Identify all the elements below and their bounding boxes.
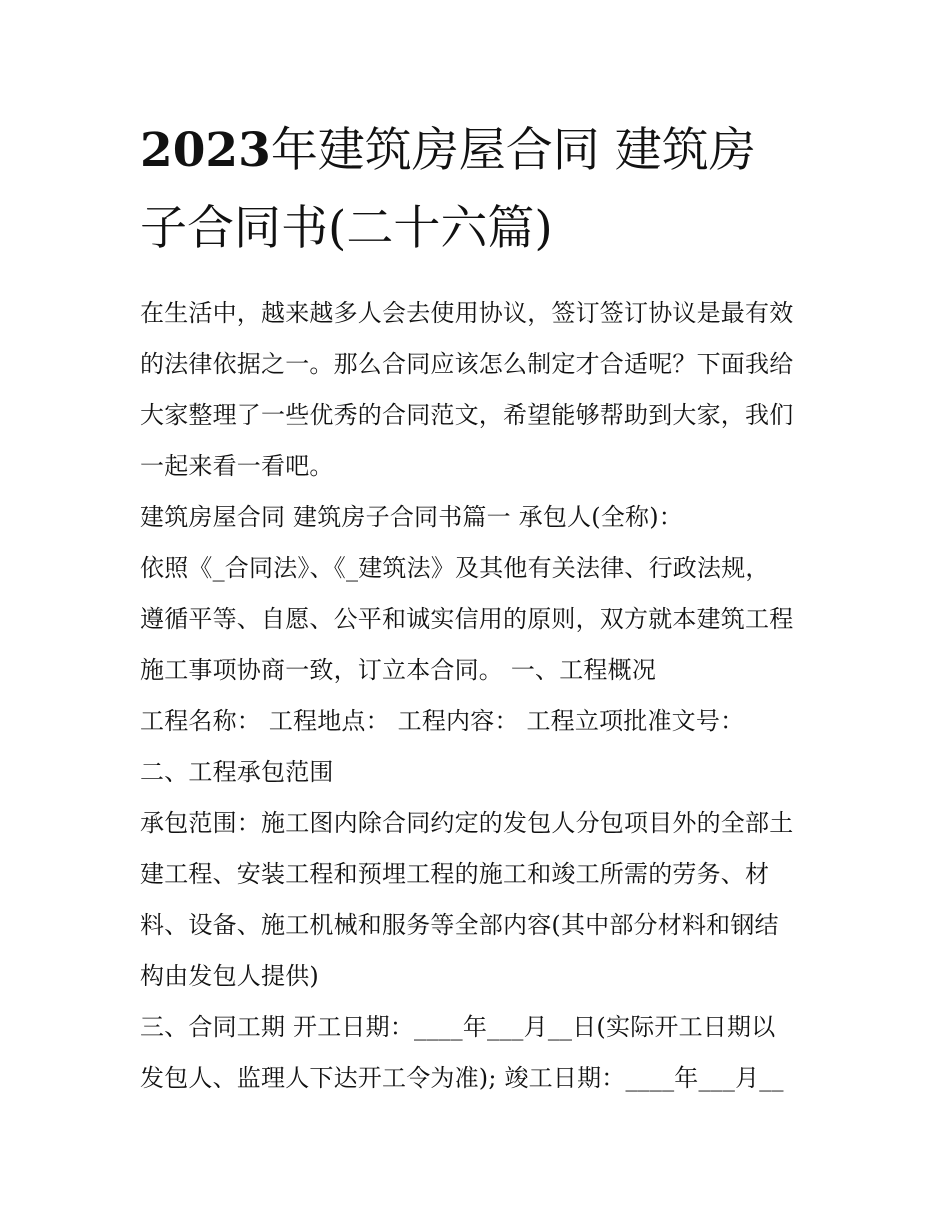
schedule-paragraph — [140, 1002, 820, 1104]
scope-paragraph — [140, 798, 820, 1002]
title-line-1-text: 年建筑房屋合同 建筑房 — [270, 123, 756, 178]
text-line: 三、合同工期 开工日期：____年___月__日(实际开工日期以 — [140, 1013, 776, 1041]
text-line: 施工事项协商一致，订立本合同。 一、工程概况 — [140, 656, 657, 684]
document-title — [140, 112, 820, 268]
text-line: 一起来看一看吧。 — [140, 452, 334, 480]
text-line: 发包人、监理人下达开工令为准); 竣工日期：____年___月__ — [140, 1064, 784, 1092]
text-line: 工程名称： 工程地点： 工程内容： 工程立项批准文号： — [140, 707, 745, 735]
text-line: 建筑房屋合同 建筑房子合同书篇一 承包人(全称)： — [140, 503, 683, 531]
section-heading-paragraph — [140, 492, 820, 543]
text-line: 料、设备、施工机械和服务等全部内容(其中部分材料和钢结 — [140, 911, 779, 939]
text-line: 构由发包人提供) — [140, 962, 319, 990]
document-page — [140, 112, 820, 1104]
title-year: 2023 — [140, 123, 271, 178]
text-line: 大家整理了一些优秀的合同范文，希望能够帮助到大家，我们 — [140, 401, 794, 429]
text-line: 建工程、安装工程和预埋工程的施工和竣工所需的劳务、材 — [140, 860, 770, 888]
text-line: 二、工程承包范围 — [140, 758, 334, 786]
text-line: 在生活中，越来越多人会去使用协议，签订签订协议是最有效 — [140, 299, 794, 327]
legal-basis-paragraph — [140, 543, 820, 696]
document-body — [140, 288, 820, 1104]
text-line: 的法律依据之一。那么合同应该怎么制定才合适呢？下面我给 — [140, 350, 794, 378]
text-line: 承包范围：施工图内除合同约定的发包人分包项目外的全部土 — [140, 809, 794, 837]
scope-heading-paragraph — [140, 747, 820, 798]
title-line-2: 子合同书(二十六篇) — [140, 201, 553, 256]
project-info-paragraph — [140, 696, 820, 747]
title-line-1 — [140, 112, 820, 190]
intro-paragraph — [140, 288, 820, 492]
text-line: 依照《_合同法》、《_建筑法》及其他有关法律、行政法规， — [140, 554, 770, 582]
text-line: 遵循平等、自愿、公平和诚实信用的原则，双方就本建筑工程 — [140, 605, 794, 633]
